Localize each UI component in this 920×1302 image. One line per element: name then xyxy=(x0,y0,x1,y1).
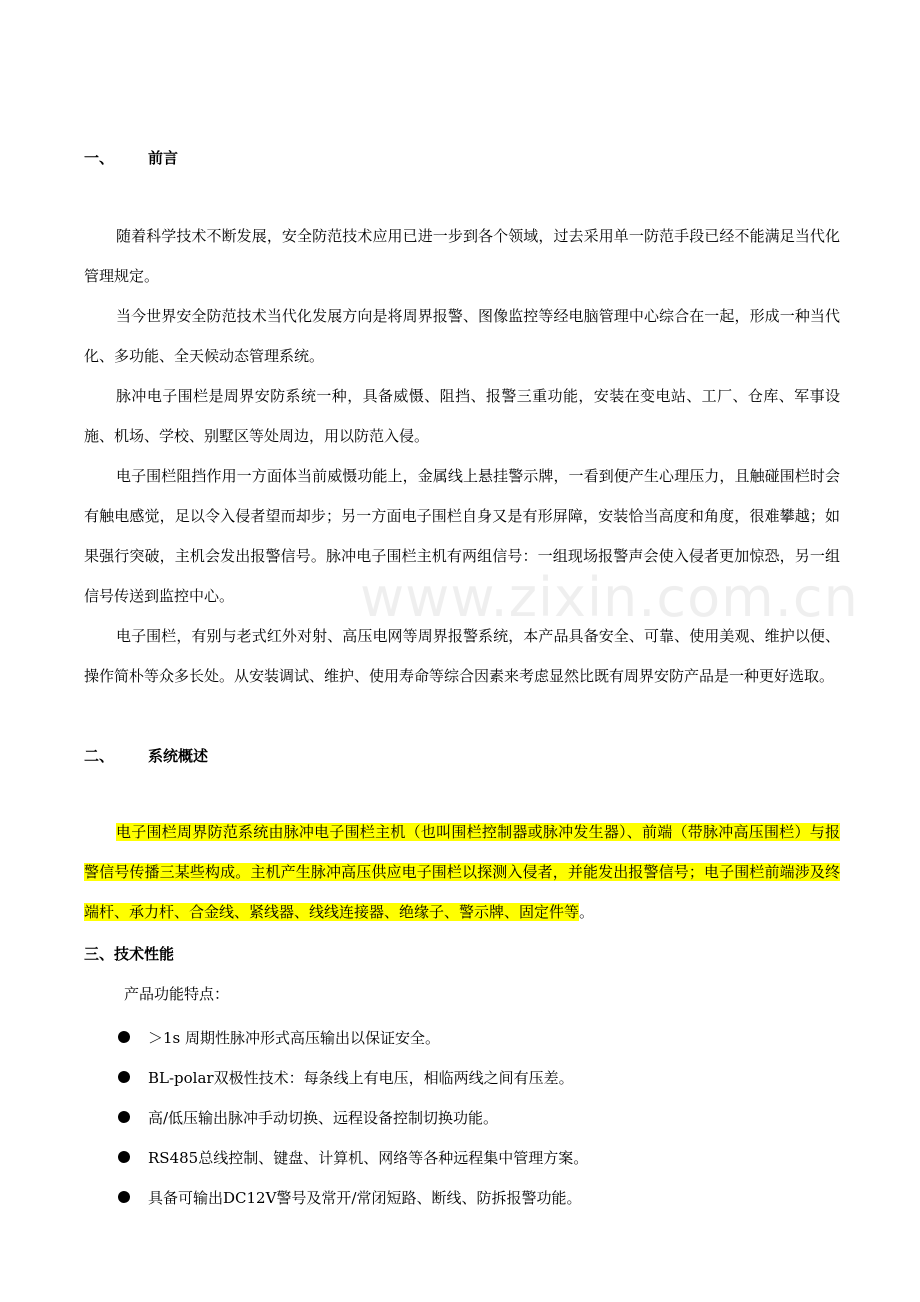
paragraph: 电子围栏阻挡作用一方面体当前威慑功能上，金属线上悬挂警示牌，一看到便产生心理压力，且触碰围栏时会有触电感觉，足以令入侵者望而却步；另一方面电子围栏自身又是有形屏障，安装恰当高度和角度，很难攀越；如果强行突破，主机会发出报警信号。脉冲电子围栏主机有两组信号：一组现场报警声会使入侵者更加惊恐，另一组信号传送到监控中心。 xyxy=(84,467,840,605)
list-item xyxy=(84,1097,588,1137)
section-number: 二、 xyxy=(84,747,115,765)
section-title: 技术性能 xyxy=(114,945,175,963)
bullet-icon xyxy=(118,1071,130,1083)
section-heading-preface xyxy=(84,148,178,168)
feature-list xyxy=(84,1017,588,1217)
feature-text: 高/低压输出脉冲手动切换、远程设备控制切换功能。 xyxy=(148,1108,499,1127)
paragraph: 当今世界安全防范技术当代化发展方向是将周界报警、图像监控等经电脑管理中心综合在一起，形成一种当代化、多功能、全天候动态管理系统。 xyxy=(84,307,840,365)
bullet-icon xyxy=(118,1191,130,1203)
highlighted-text: 电子围栏周界防范系统由脉冲电子围栏主机（也叫围栏控制器或脉冲发生器）、前端（带脉冲高压围栏）与报警信号传播三某些构成。主机产生脉冲高压供应电子围栏以探测入侵者，并能发出报警信号；电子围栏前端涉及终端杆、承力杆、合金线、紧线器、线线连接器、绝缘子、警示牌、固定件等 xyxy=(84,823,840,921)
list-item xyxy=(84,1177,588,1217)
bullet-icon xyxy=(118,1031,130,1043)
list-item xyxy=(84,1137,588,1177)
feature-text: 具备可输出DC12V警号及常开/常闭短路、断线、防拆报警功能。 xyxy=(148,1188,582,1207)
list-item xyxy=(84,1057,588,1097)
section-title: 系统概述 xyxy=(148,747,209,765)
overview-paragraph xyxy=(84,812,840,932)
paragraph-tail: 。 xyxy=(579,903,595,921)
section-title: 前言 xyxy=(148,149,179,167)
section-heading-overview xyxy=(84,746,208,766)
bullet-icon xyxy=(118,1151,130,1163)
feature-text: RS485总线控制、键盘、计算机、网络等各种远程集中管理方案。 xyxy=(148,1148,589,1167)
section-number: 一、 xyxy=(84,149,115,167)
feature-text: ＞1s 周期性脉冲形式高压输出以保证安全。 xyxy=(148,1028,441,1047)
watermark: www.zixin.com.cn xyxy=(360,566,859,629)
list-item xyxy=(84,1017,588,1057)
paragraph: 随着科学技术不断发展，安全防范技术应用已进一步到各个领域，过去采用单一防范手段已经不能满足当代化管理规定。 xyxy=(84,227,840,285)
bullet-icon xyxy=(118,1111,130,1123)
section-number: 三、 xyxy=(84,945,115,963)
section-heading-performance xyxy=(84,944,174,964)
paragraph: 电子围栏，有别与老式红外对射、高压电网等周界报警系统，本产品具备安全、可靠、使用美观、维护以便、操作简朴等众多长处。从安装调试、维护、使用寿命等综合因素来考虑显然比既有周界安防产品是一种更好选取。 xyxy=(84,627,840,685)
feature-text: BL-polar双极性技术：每条线上有电压，相临两线之间有压差。 xyxy=(148,1068,574,1087)
paragraph: 脉冲电子围栏是周界安防系统一种，具备威慑、阻挡、报警三重功能，安装在变电站、工厂、仓库、军事设施、机场、学校、别墅区等处周边，用以防范入侵。 xyxy=(84,387,840,445)
features-intro: 产品功能特点： xyxy=(124,985,230,1003)
